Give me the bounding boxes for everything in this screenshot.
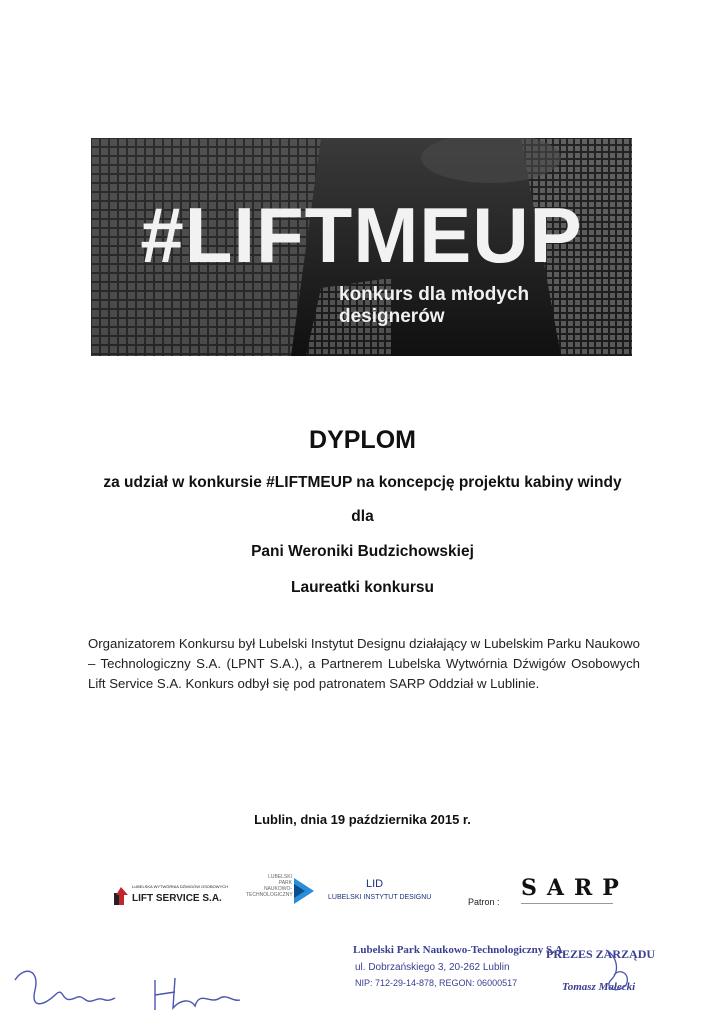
lid-logo	[328, 878, 432, 906]
signature-left	[5, 960, 245, 1020]
stamp-org-ids: NIP: 712-29-14-878, REGON: 06000517	[355, 978, 518, 988]
stamp-org-address: ul. Dobrzańskiego 3, 20-262 Lublin	[355, 962, 510, 973]
award-title: Laureatki konkursu	[291, 579, 434, 596]
stamp-org-name: Lubelski Park Naukowo-Technologiczny S.A.	[353, 944, 566, 956]
stamp-president-title: PREZES ZARZĄDU	[546, 947, 656, 961]
sarp-logo	[521, 875, 629, 909]
lid-short: LID	[366, 878, 384, 890]
lpnt-triangle-icon	[294, 878, 314, 904]
banner-subtitle: konkurs dla młodych designerów	[339, 284, 530, 327]
diploma-title: DYPLOM	[309, 426, 416, 454]
lpnt-text: LUBELSKI PARK NAUKOWO- TECHNOLOGICZNY	[246, 874, 293, 898]
place-date: Lublin, dnia 19 października 2015 r.	[254, 812, 471, 827]
participation-line: za udział w konkursie #LIFTMEUP na koncepcję projektu kabiny windy	[103, 474, 622, 491]
for-line: dla	[351, 508, 374, 525]
lift-service-small-text: LUBELSKA WYTWÓRNIA DŹWIGÓW OSOBOWYCH	[132, 884, 229, 889]
banner-title: #LIFTMEUP	[140, 191, 583, 279]
stamp-president-name: Tomasz Małecki	[562, 981, 636, 993]
lift-service-logo	[114, 884, 234, 908]
signature-right	[576, 945, 656, 1005]
sarp-mark: SARP	[521, 875, 629, 901]
description-paragraph: Organizatorem Konkursu był Lubelski Instytut Designu działający w Lubelskim Parku Naukowo – Technologiczny S.A. (LPNT S.A.), a Partnerem Lubelska Wytwórnia Dźwigów Osobowych Lift Service S.A. Konkurs odbył się pod patronatem SARP Oddział w Lublinie.	[88, 636, 640, 691]
patron-label: Patron :	[468, 897, 500, 907]
lift-service-arrow-icon	[114, 887, 128, 905]
lid-full: LUBELSKI INSTYTUT DESIGNU	[328, 894, 432, 901]
lpnt-logo	[246, 874, 316, 910]
recipient-name: Pani Weroniki Budzichowskiej	[251, 543, 474, 560]
header-banner	[91, 138, 632, 356]
sarp-underline	[521, 903, 613, 904]
lift-service-name: LIFT SERVICE S.A.	[132, 893, 222, 904]
